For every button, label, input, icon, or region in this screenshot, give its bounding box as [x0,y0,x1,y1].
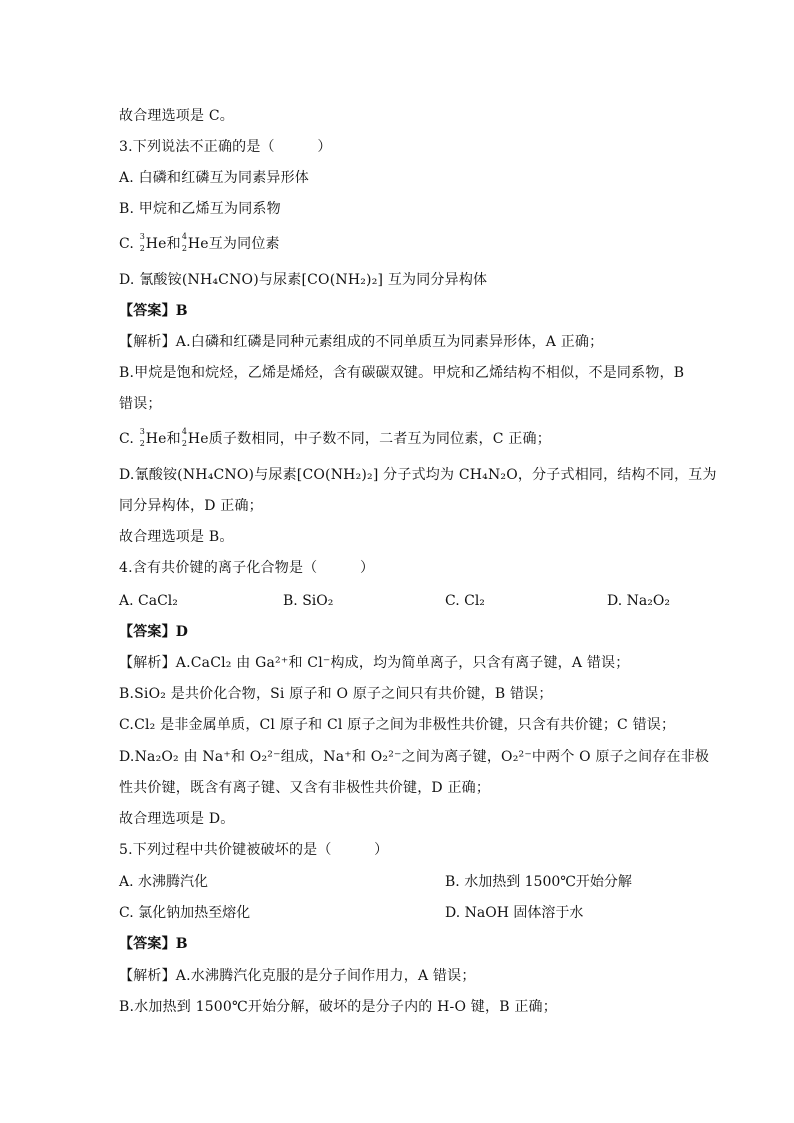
explanation-3-d-line2: 同分异构体，D 正确； [119,498,263,514]
explanation-3-a: 【解析】A.白磷和红磷是同种元素组成的不同单质互为同素异形体，A 正确； [119,334,604,350]
question-3-option-c: C. 3 2 He和 4 2 He互为同位素 [119,232,280,253]
answer-5: 【答案】B [119,936,188,952]
isotope-he3: 3 2 [139,232,146,253]
question-5-option-b: B. 水加热到 1500℃开始分解 [445,874,632,890]
isotope-he4: 4 2 [181,232,188,253]
question-3-option-b: B. 甲烷和乙烯互为同系物 [119,201,281,217]
question-4-option-c: C. Cl₂ [445,593,485,609]
explanation-3-b-line2: 错误； [119,396,162,412]
isotope-he4: 4 2 [181,427,188,448]
question-4-stem: 4.含有共价键的离子化合物是（ ） [119,560,375,576]
conclusion-q2: 故合理选项是 C。 [119,108,234,124]
explanation-3-d-line1: D.氰酸铵(NH₄CNO)与尿素[CO(NH₂)₂] 分子式均为 CH₄N₂O，分子式相同，结构不同，互为 [119,467,717,483]
question-5-stem: 5.下列过程中共价键被破坏的是（ ） [119,842,389,858]
explanation-4-b: B.SiO₂ 是共价化合物，Si 原子和 O 原子之间只有共价键，B 错误； [119,686,553,702]
explanation-4-a: 【解析】A.CaCl₂ 由 Ga²⁺和 Cl⁻构成，均为简单离子，只含有离子键，A 错误； [119,655,630,671]
answer-4: 【答案】D [119,624,189,640]
explanation-3-b-line1: B.甲烷是饱和烷烃，乙烯是烯烃，含有碳碳双键。甲烷和乙烯结构不相似，不是同系物，B [119,365,685,381]
explanation-3-c: C. 3 2 He和 4 2 He质子数相同，中子数不同，二者互为同位素，C 正确； [119,427,551,448]
conclusion-4: 故合理选项是 D。 [119,811,235,827]
isotope-he3: 3 2 [139,427,146,448]
question-3-option-a: A. 白磷和红磷互为同素异形体 [119,170,310,186]
answer-3: 【答案】B [119,303,188,319]
question-4-option-d: D. Na₂O₂ [607,593,670,609]
conclusion-3: 故合理选项是 B。 [119,529,234,545]
explanation-4-d-line2: 性共价键，既含有离子键、又含有非极性共价键，D 正确； [119,780,491,796]
question-4-option-a: A. CaCl₂ [119,593,178,609]
explanation-4-c: C.Cl₂ 是非金属单质，Cl 原子和 Cl 原子之间为非极性共价键，只含有共价键；C 错误； [119,717,676,733]
question-3-option-d: D. 氰酸铵(NH₄CNO)与尿素[CO(NH₂)₂] 互为同分异构体 [119,272,488,288]
question-5-option-a: A. 水沸腾汽化 [119,874,209,890]
explanation-5-a: 【解析】A.水沸腾汽化克服的是分子间作用力，A 错误； [119,968,476,984]
question-5-option-d: D. NaOH 固体溶于水 [445,905,584,921]
explanation-5-b: B.水加热到 1500℃开始分解，破坏的是分子内的 H-O 键，B 正确； [119,999,557,1015]
question-5-option-c: C. 氯化钠加热至熔化 [119,905,251,921]
explanation-4-d-line1: D.Na₂O₂ 由 Na⁺和 O₂²⁻组成，Na⁺和 O₂²⁻之间为离子键，O₂²⁻中两个 O 原子之间存在非极 [119,749,710,765]
question-3-stem: 3.下列说法不正确的是（ ） [119,139,332,155]
question-4-option-b: B. SiO₂ [283,593,334,609]
